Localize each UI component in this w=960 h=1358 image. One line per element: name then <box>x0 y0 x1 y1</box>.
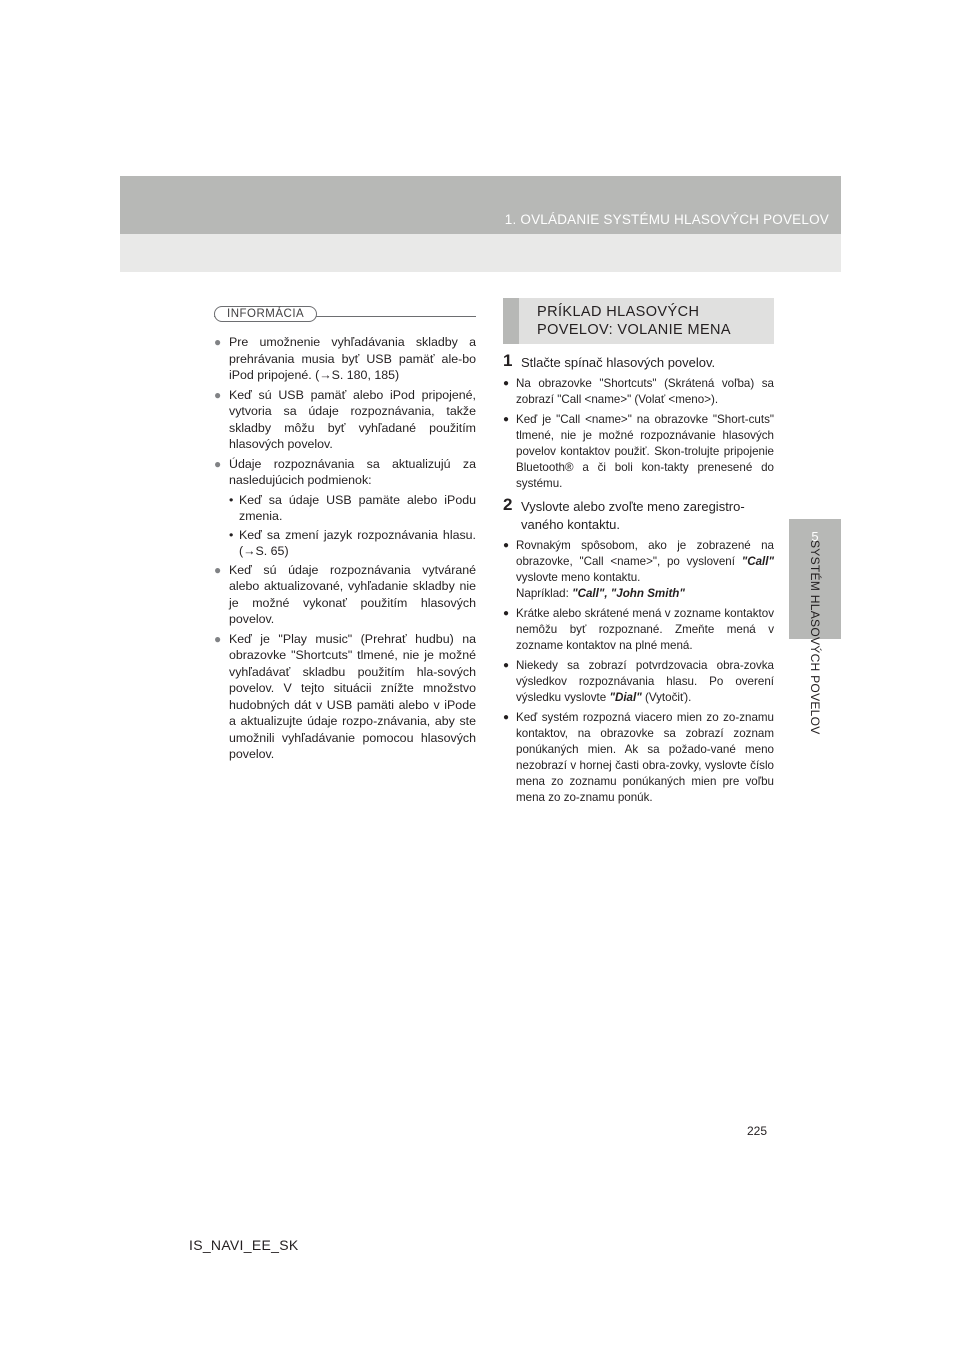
info-bullet-text: Pre umožnenie vyhľadávania skladby a prehrávania musia byť USB pamäť ale-bo iPod pripojené. (→S. 180, 185) <box>229 335 476 382</box>
bullet-dot-icon: ● <box>503 712 510 723</box>
step-text: Vyslovte alebo zvoľte meno zaregistro-vaného kontaktu. <box>521 499 745 532</box>
step-bullet-text: Niekedy sa zobrazí potvrdzovacia obra-zovka výsledkov rozpoznávania hlasu. Po overení výsledku vyslovte <box>516 659 774 704</box>
info-subbullet-text: Keď sa zmení jazyk rozpoznávania hlasu. (→S. 65) <box>239 527 476 558</box>
step-1 <box>503 351 774 372</box>
section-heading-line: PRÍKLAD HLASOVÝCH <box>537 304 700 320</box>
bullet-dot-icon: ● <box>503 378 510 389</box>
step-bullet <box>503 658 774 706</box>
information-header <box>214 304 476 328</box>
step-bullet-text: Krátke alebo skrátené mená v zozname kontaktov nemôžu byť rozpoznané. Zmeňte mená v zozname kontaktov na plné mená. <box>516 607 774 652</box>
example-command: "Call", "John Smith" <box>572 587 685 600</box>
bullet-dot-icon: ● <box>214 335 222 349</box>
bullet-dot-icon: ● <box>214 387 222 402</box>
info-subbullet <box>214 527 476 560</box>
info-bullet-text: Keď je "Play music" (Prehrať hudbu) na obrazovke "Shortcuts" tlmené, nie je možné vyhľadávať skladbu použitím hla-sových povelov. V tejto situácii znížte množstvo hudobných dát v USB pamäti alebo v iPode a aktualizujte údaje rozpo-znávania, aby ste umožnili vyhľadávanie pomocou hlasových povelov. <box>229 631 476 761</box>
info-bullet-text: Keď sú USB pamäť alebo iPod pripojené, vytvoria sa údaje rozpoznávania, takže skladby môžu byť vyhľadané použitím hlasových povelov. <box>229 387 476 451</box>
header-band <box>120 176 841 234</box>
step-bullet-text: Keď je "Call <name>" na obrazovke "Short-cuts" tlmené, nie je možné rozpoznávanie hlasových povelov kontaktov použiť. Skon-trolujte pripojenie Bluetooth® a či boli kon-takty prenesené do systému. <box>516 413 774 490</box>
step-text: Stlačte spínač hlasových povelov. <box>521 355 716 370</box>
step-bullet <box>503 538 774 602</box>
section-heading <box>503 298 774 344</box>
header-subband <box>120 234 841 272</box>
info-bullet <box>214 456 476 489</box>
section-heading-bar <box>503 298 519 344</box>
small-bullet-icon: • <box>229 492 234 507</box>
bullet-dot-icon: ● <box>503 608 510 619</box>
command-call: "Call" <box>741 555 774 568</box>
chapter-side-label: SYSTÉM HLASOVÝCH POVELOV <box>808 540 822 735</box>
example-section <box>503 298 774 810</box>
bullet-dot-icon: ● <box>503 660 510 671</box>
bullet-dot-icon: ● <box>503 540 510 551</box>
step-number: 1 <box>503 351 513 370</box>
step-bullet-text: Rovnakým spôsobom, ako je zobrazené na obrazovke, "Call <name>", po vyslovení <box>516 539 774 568</box>
step-bullet-text: vyslovte meno kontaktu. <box>516 571 641 584</box>
step-bullet <box>503 710 774 806</box>
step-2 <box>503 495 774 534</box>
info-bullet <box>214 562 476 628</box>
running-header-title: 1. OVLÁDANIE SYSTÉMU HLASOVÝCH POVELOV <box>504 212 829 227</box>
info-bullet <box>214 387 476 453</box>
bullet-dot-icon: ● <box>214 562 222 577</box>
document-code: IS_NAVI_EE_SK <box>189 1237 299 1253</box>
step-number: 2 <box>503 495 513 514</box>
information-box <box>214 304 476 766</box>
section-heading-line: POVELOV: VOLANIE MENA <box>537 322 732 338</box>
section-heading-text <box>537 303 731 339</box>
bullet-dot-icon: ● <box>214 456 222 471</box>
step-bullet-text: (Vytočiť). <box>644 691 692 704</box>
info-bullet-text: Údaje rozpoznávania sa aktualizujú za nasledujúcich podmienok: <box>229 456 476 487</box>
example-label: Napríklad: <box>516 587 569 600</box>
info-bullet <box>214 334 476 384</box>
page-number: 225 <box>747 1124 768 1138</box>
info-bullet-text: Keď sú údaje rozpoznávania vytvárané alebo aktualizované, vyhľadanie skladby nie je možné vykonať použitím hlasových povelov. <box>229 562 476 626</box>
step-bullet <box>503 412 774 492</box>
bullet-dot-icon: ● <box>214 631 222 646</box>
bullet-dot-icon: ● <box>503 414 510 425</box>
step-bullet <box>503 606 774 654</box>
information-label: INFORMÁCIA <box>214 306 317 322</box>
step-bullet-text: Na obrazovke "Shortcuts" (Skrátená voľba) sa zobrazí "Call <name>" (Volať <meno>). <box>516 377 774 406</box>
info-bullet <box>214 631 476 763</box>
info-subbullet <box>214 492 476 525</box>
small-bullet-icon: • <box>229 527 234 542</box>
step-bullet-text: Keď systém rozpozná viacero mien zo zo-znamu kontaktov, na obrazovke sa zobrazí zoznam ponúkaných mien. Ak sa požado-vané meno nezobrazí v hornej časti obra-zovky, vyslovte číslo mena zo zoznamu ponúkaných mien pre voľbu mena zo zo-znamu ponúk. <box>516 711 774 804</box>
step-bullet <box>503 376 774 408</box>
info-subbullet-text: Keď sa údaje USB pamäte alebo iPodu zmenia. <box>239 492 476 523</box>
chapter-number: 5 <box>811 529 819 544</box>
command-dial: "Dial" <box>609 691 642 704</box>
